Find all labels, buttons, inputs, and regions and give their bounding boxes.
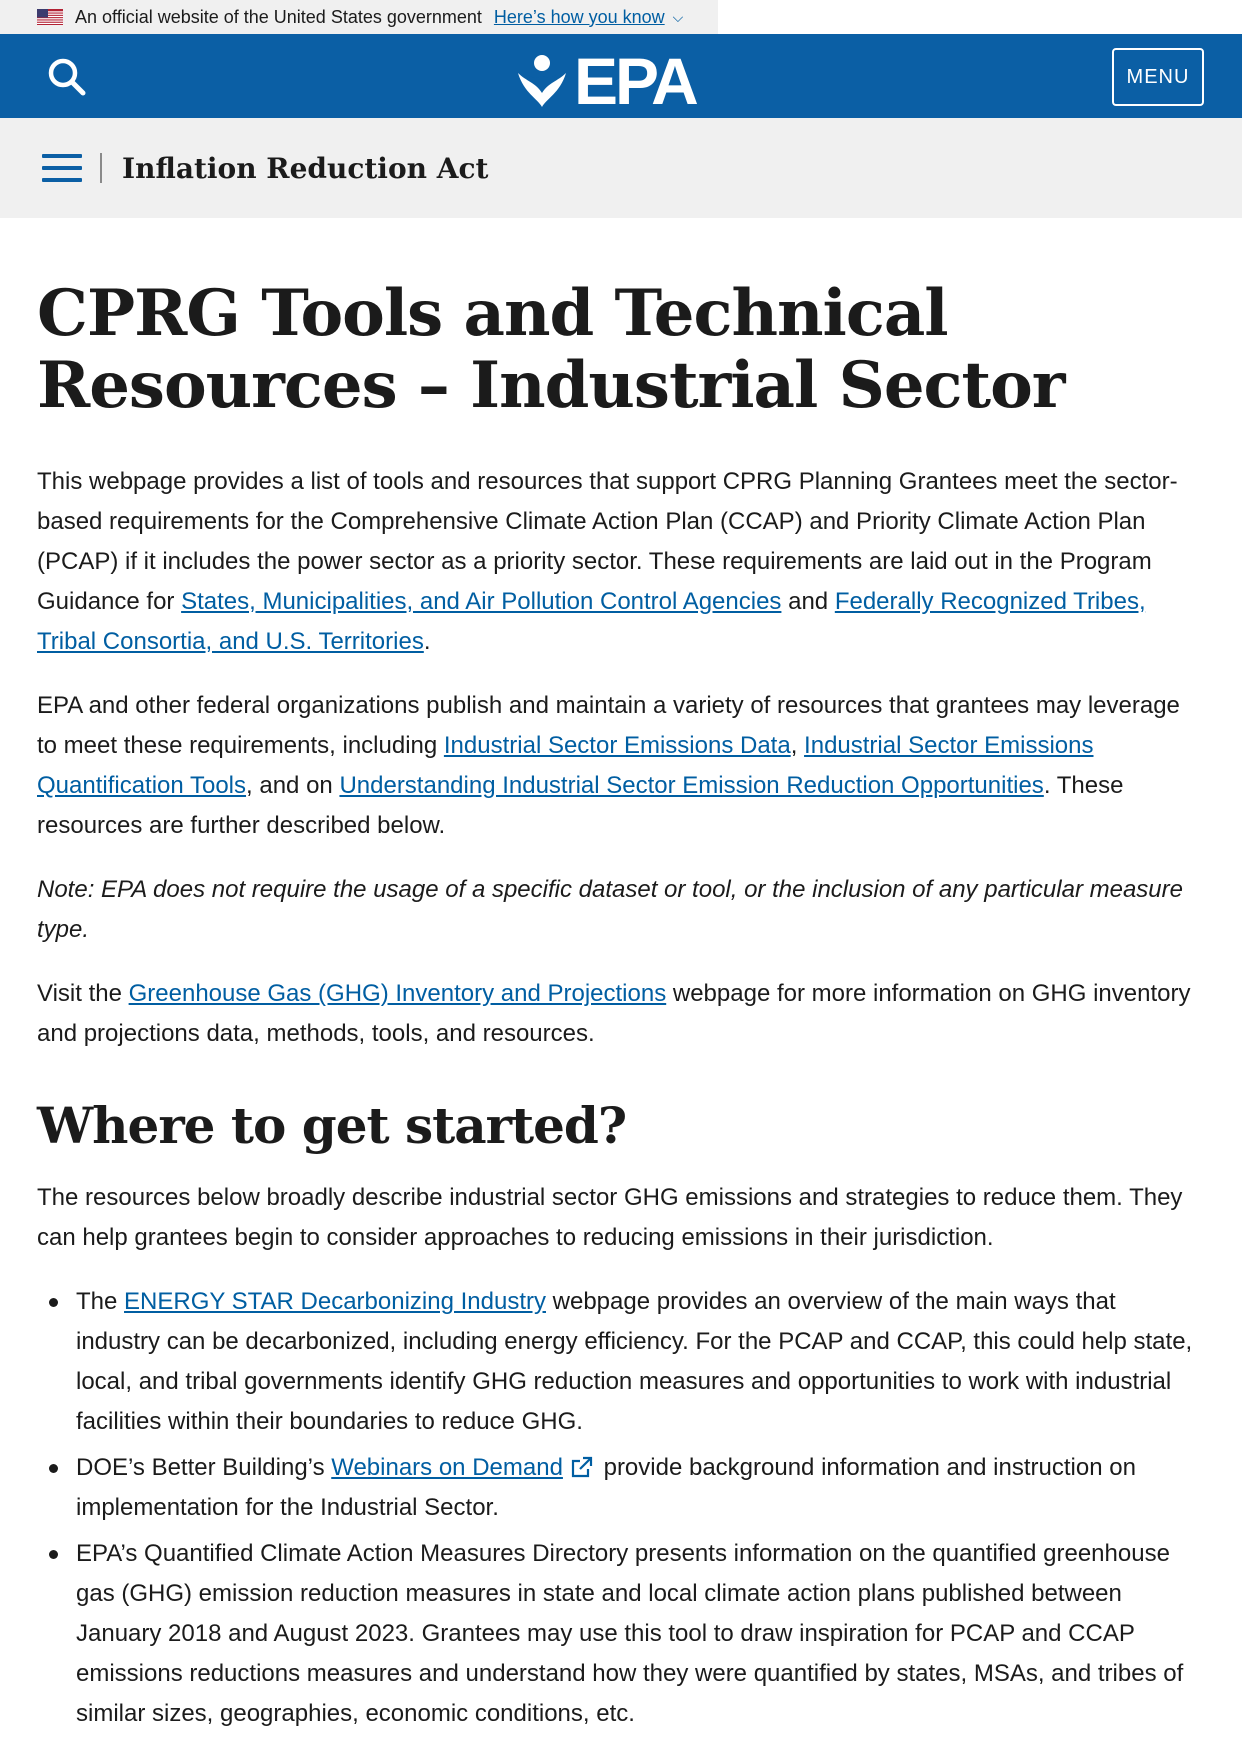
resources-text-3: , and on <box>246 772 340 799</box>
emissions-data-link[interactable]: Industrial Sector Emissions Data <box>443 732 791 759</box>
energy-star-link[interactable]: ENERGY STAR Decarbonizing Industry <box>124 1288 546 1315</box>
tribes-guidance-link[interactable]: Federally Recognized Tribes, Tribal Consortia, and U.S. Territories <box>37 588 1146 655</box>
resources-paragraph <box>37 686 1205 846</box>
quantification-tools-link[interactable]: Industrial Sector Emissions Quantification Tools <box>37 732 1094 799</box>
menu-button[interactable]: MENU <box>1112 48 1204 106</box>
hamburger-icon[interactable] <box>42 154 82 182</box>
resources-text-2: , <box>790 732 805 759</box>
list-item <box>76 1448 1205 1528</box>
gov-banner-wrapper <box>0 0 1242 34</box>
epa-logo[interactable] <box>514 44 696 118</box>
ghg-inventory-link[interactable]: Greenhouse Gas (GHG) Inventory and Projections <box>128 980 667 1007</box>
bullet-text: EPA’s Quantified Climate Action Measures Directory presents information on the quantified greenhouse gas (GHG) emission reduction measures in state and local climate action plans published between January 2018 and August 2023. Grantees may use this tool to draw inspiration for PCAP and CCAP emissions reductions measures and understand how they were quantified by states, MSAs, and tribes of similar sizes, geographies, economic conditions, etc. <box>76 1540 1184 1727</box>
gov-banner-text: An official website of the United States government <box>75 6 482 27</box>
bullet-text: webpage provides an overview of the main ways that industry can be decarbonized, including energy efficiency. For the PCAP and CCAP, this could help state, local, and tribal governments identify GHG reduction measures and opportunities to work with industrial facilities within their boundaries to reduce GHG. <box>76 1288 1193 1435</box>
page-title: CPRG Tools and Technical Resources – Industrial Sector <box>37 276 1065 423</box>
ghg-paragraph <box>37 974 1205 1054</box>
webinars-link[interactable]: Webinars on Demand <box>331 1454 563 1481</box>
how-you-know-link[interactable]: Here’s how you know <box>493 6 665 27</box>
intro-text-2: and <box>781 588 835 615</box>
intro-text-1: This webpage provides a list of tools and resources that support CPRG Planning Grantees meet the sector-based requirements for the Comprehensive Climate Action Plan (CCAP) and Priority Climate Action Plan (PCAP) if it includes the power sector as a priority sector. These requirements are laid out in the Program Guidance for <box>37 468 1178 615</box>
ghg-text-2: webpage for more information on GHG inventory and projections data, methods, tools, and resources. <box>37 980 1191 1047</box>
ghg-text-1: Visit the <box>37 980 129 1007</box>
resources-text-4: . These resources are further described below. <box>37 772 1124 839</box>
epa-flower-icon <box>514 53 570 109</box>
note-paragraph: Note: EPA does not require the usage of a specific dataset or tool, or the inclusion of any particular measure type. <box>37 876 1183 943</box>
intro-paragraph <box>37 462 1205 662</box>
divider <box>100 153 102 183</box>
main-content <box>0 278 1242 1734</box>
intro-text-3: . <box>423 628 431 655</box>
section-intro: The resources below broadly describe industrial sector GHG emissions and strategies to reduce them. They can help grantees begin to consider approaches to reducing emissions in their jurisdiction. <box>37 1184 1183 1251</box>
section-heading: Where to get started? <box>37 1096 627 1155</box>
bullet-text: provide background information and instruction on implementation for the Industrial Sector. <box>76 1454 1136 1521</box>
bullet-text: The <box>76 1288 125 1315</box>
states-guidance-link[interactable]: States, Municipalities, and Air Pollution Control Agencies <box>181 588 782 615</box>
reduction-opportunities-link[interactable]: Understanding Industrial Sector Emission Reduction Opportunities <box>339 772 1044 799</box>
us-flag-icon <box>37 9 63 25</box>
subnav-title[interactable]: Inflation Reduction Act <box>122 151 489 185</box>
search-icon[interactable] <box>46 56 88 98</box>
chevron-down-icon[interactable]: ⌵ <box>672 8 684 25</box>
resource-list <box>37 1282 1205 1734</box>
list-item <box>76 1282 1205 1442</box>
resources-text-1: EPA and other federal organizations publish and maintain a variety of resources that grantees may leverage to meet these requirements, including <box>37 692 1180 759</box>
gov-banner <box>0 0 718 34</box>
subnav-bar <box>0 118 1242 218</box>
external-link-icon[interactable] <box>571 1456 593 1478</box>
list-item <box>76 1534 1205 1734</box>
site-header <box>0 34 1242 118</box>
bullet-text: DOE’s Better Building’s <box>76 1454 332 1481</box>
epa-logo-text: EPA <box>574 44 696 118</box>
